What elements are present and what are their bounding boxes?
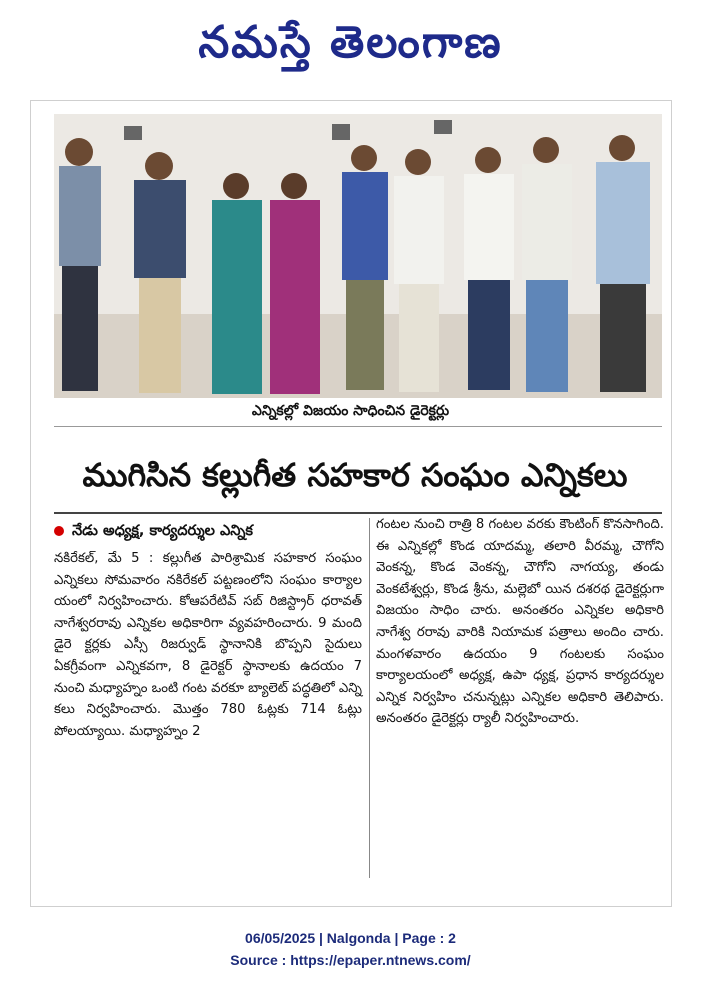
group-photo xyxy=(54,114,662,398)
bullet-icon xyxy=(54,526,64,536)
article-column-2-text: గంటల నుంచి రాత్రి 8 గంటల వరకు కౌంటింగ్ కొనసాగింది. ఈ ఎన్నికల్లో కొండ యాదమ్మ, తలారి వీరమ్మ, చౌగోని వెంకన్న, కొండ వెంకన్న, చౌగోని నాగయ్య, తండు వెంకటేశ్వర్లు, కొండ శ్రీను, మల్లెబో యిన దశరథ డైరెక్టర్లుగా విజయం సాధిం చారు. అనంతరం ఎన్నికల అధికారి నాగేశ్వ రరావు వారికి నియామక పత్రాలు అందిం చారు. మంగళవారం ఉదయం 9 గంటలకు సంఘం కార్యాలయంలో అధ్యక్ష, ఉపా ధ్యక్ష, ప్రధాన కార్యదర్శుల ఎన్నిక నిర్వహిం చనున్నట్లు ఎన్నికల అధికారి తెలిపారు. అనంతరం డైరెక్టర్లు ర్యాలీ నిర్వహించారు. xyxy=(376,517,664,727)
article-column-1 xyxy=(54,548,362,742)
footer-date-edition: 06/05/2025 | Nalgonda | Page : 2 xyxy=(245,930,456,946)
group-photo-illustration xyxy=(54,114,662,398)
article-column-1-text: నకిరేకల్, మే 5 : కల్లుగీత పారిశ్రామిక సహకార సంఘం ఎన్నికలు సోమవారం నకిరేకల్ పట్టణంలోని సంఘం కార్యాల యంలో నిర్వహించారు. కోఆపరేటివ్ సబ్ రిజిస్ట్రార్ ధరావత్ నాగేశ్వరరావు ఎన్నికల అధికారిగా వ్యవహరించారు. 9 మంది డైరె క్టర్లకు ఎస్సీ రిజర్వుడ్ స్థానానికి బొప్పని సైదులు ఏకగ్రీవంగా ఎన్నికవగా, 8 డైరెక్టర్ స్థానాలకు ఉదయం 7 నుంచి మధ్యాహ్నం ఒంటి గంట వరకూ బ్యాలెట్ పద్ధతిలో ఎన్ని కలు నిర్వహించారు. మొత్తం 780 ఓట్లకు 714 ఓట్లు పోలయ్యాయి. మధ్యాహ్నం 2 xyxy=(54,551,362,739)
article-subhead-text: నేడు అధ్యక్ష, కార్యదర్శుల ఎన్నిక xyxy=(72,523,253,539)
article-headline: ముగిసిన కల్లుగీత సహకార సంఘం ఎన్నికలు xyxy=(82,456,628,494)
article-subhead xyxy=(54,518,364,544)
caption-divider xyxy=(54,426,662,427)
photo-caption: ఎన్నికల్లో విజయం సాధించిన డైరెక్టర్లు xyxy=(251,403,450,419)
masthead-title: నమస్తే తెలంగాణ xyxy=(198,17,503,68)
article-column-2 xyxy=(376,514,664,730)
footer-source-link[interactable]: Source : https://epaper.ntnews.com/ xyxy=(230,952,471,968)
column-divider xyxy=(369,518,370,878)
